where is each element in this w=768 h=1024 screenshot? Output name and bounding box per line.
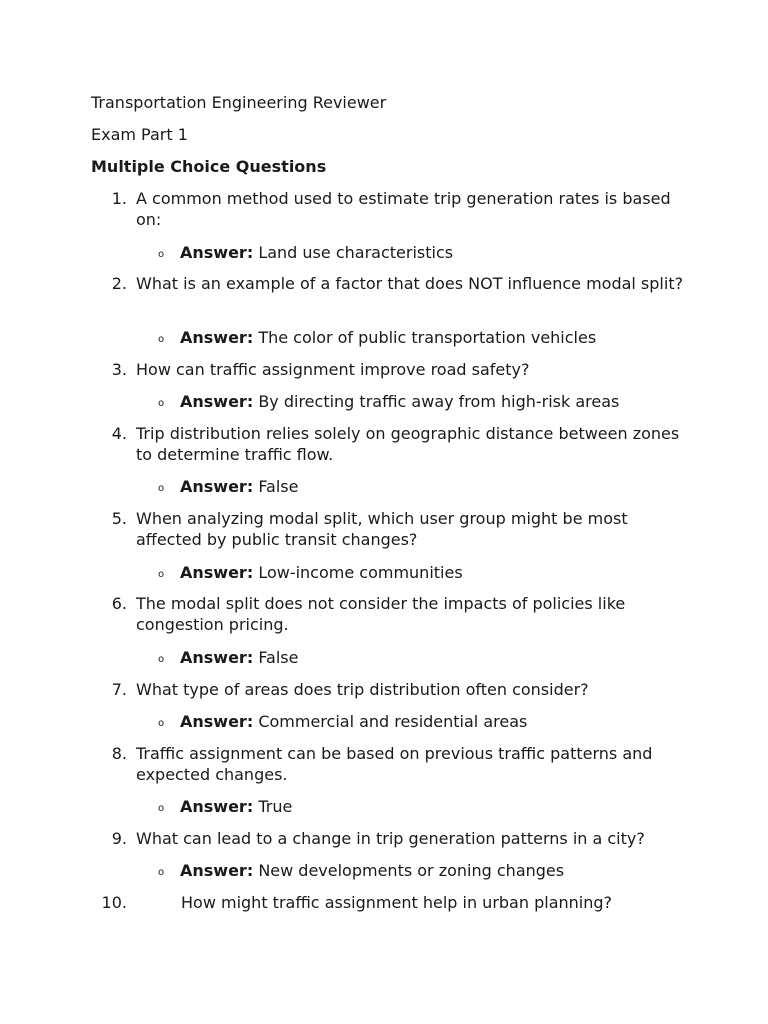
answer-label: Answer: [180, 392, 254, 411]
answer-label: Answer: [180, 797, 254, 816]
question-number: 3. [111, 360, 127, 379]
bullet-icon: o [158, 718, 165, 729]
bullet-icon: o [158, 398, 165, 409]
question-number: 6. [111, 594, 127, 613]
question-text: How can traffic assignment improve road safety? [136, 360, 530, 379]
answer-text: False [258, 477, 299, 496]
answer-label: Answer: [180, 648, 254, 667]
question-number: 10. [101, 893, 127, 912]
answer-text: True [258, 797, 293, 816]
answer-text: Commercial and residential areas [258, 712, 528, 731]
section-heading: Multiple Choice Questions [91, 157, 327, 176]
bullet-icon: o [158, 334, 165, 345]
answer-item [158, 562, 463, 585]
answer-label: Answer: [180, 861, 254, 880]
answer-text: New developments or zoning changes [258, 861, 565, 880]
document-subtitle: Exam Part 1 [91, 125, 188, 144]
answer-text: Land use characteristics [258, 243, 454, 262]
answer-label: Answer: [180, 477, 254, 496]
question-number: 1. [111, 189, 127, 208]
bullet-icon: o [158, 483, 165, 494]
answer-label: Answer: [180, 328, 254, 347]
answer-item [158, 711, 527, 734]
question-text: Trip distribution relies solely on geographic distance between zones to determine traffic flow. [136, 424, 680, 464]
question-number: 5. [111, 509, 127, 528]
answer-item [158, 647, 298, 670]
question-number: 8. [111, 744, 127, 763]
bullet-icon: o [158, 249, 165, 260]
bullet-icon: o [158, 569, 165, 580]
answer-item [158, 327, 596, 350]
question-text: Traffic assignment can be based on previous traffic patterns and expected changes. [136, 744, 653, 784]
answer-text: False [258, 648, 299, 667]
answer-item [158, 476, 298, 499]
answer-item [158, 860, 564, 883]
document-title: Transportation Engineering Reviewer [91, 93, 387, 112]
question-text: What can lead to a change in trip generation patterns in a city? [136, 829, 645, 848]
answer-label: Answer: [180, 563, 254, 582]
question-number: 7. [111, 680, 127, 699]
bullet-icon: o [158, 867, 165, 878]
question-text: What type of areas does trip distribution often consider? [136, 680, 589, 699]
question-text: How might traffic assignment help in urban planning? [181, 893, 613, 912]
answer-item [158, 242, 453, 265]
question-text: A common method used to estimate trip generation rates is based on: [136, 189, 671, 229]
answer-item [158, 796, 292, 819]
question-text: What is an example of a factor that does NOT influence modal split? [136, 274, 684, 293]
answer-text: The color of public transportation vehicles [258, 328, 597, 347]
question-number: 4. [111, 424, 127, 443]
question-text: When analyzing modal split, which user group might be most affected by public transit changes? [136, 509, 628, 549]
question-text: The modal split does not consider the impacts of policies like congestion pricing. [136, 594, 626, 634]
answer-text: By directing traffic away from high-risk areas [258, 392, 620, 411]
bullet-icon: o [158, 803, 165, 814]
answer-label: Answer: [180, 243, 254, 262]
answer-label: Answer: [180, 712, 254, 731]
bullet-icon: o [158, 654, 165, 665]
answer-text: Low-income communities [258, 563, 463, 582]
question-number: 9. [111, 829, 127, 848]
answer-item [158, 391, 619, 414]
question-number: 2. [111, 274, 127, 293]
